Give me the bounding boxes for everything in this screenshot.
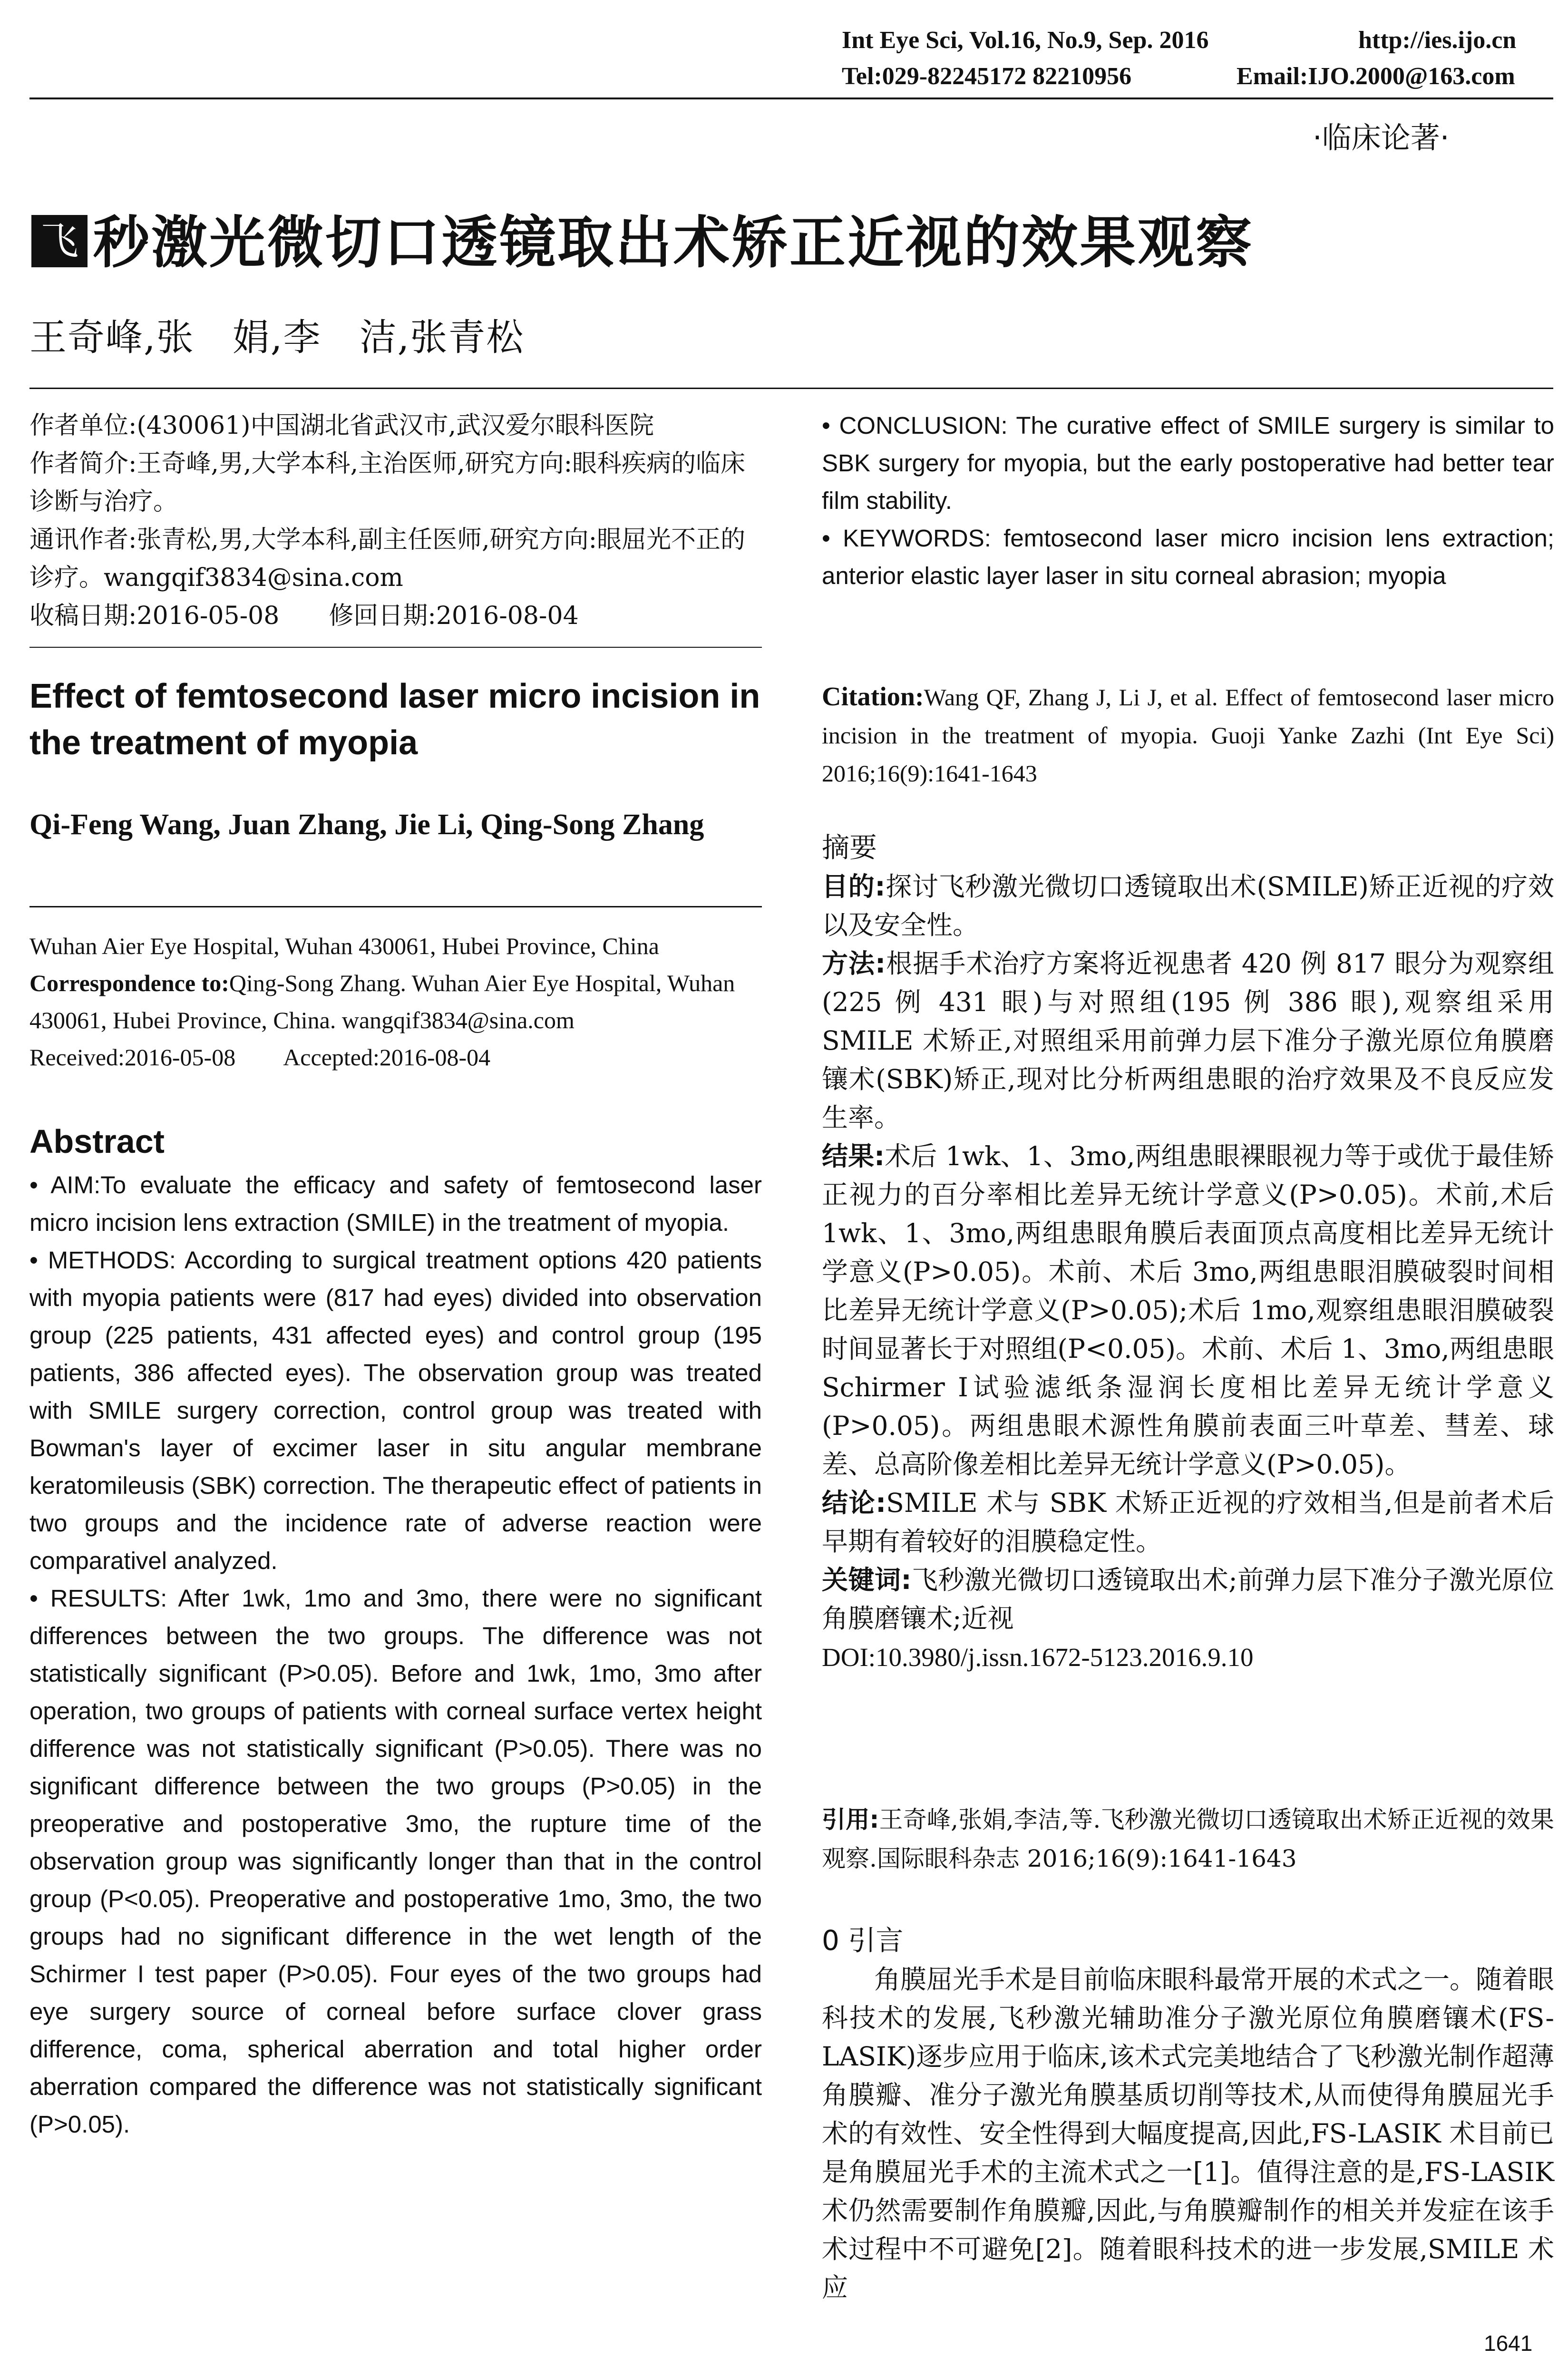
cn-citation-block [822, 1800, 1554, 1878]
cn-conclusion-text: SMILE 术与 SBK 术矫正近视的疗效相当,但是前者术后早期有着较好的泪膜稳定性。 [822, 1488, 1554, 1557]
chinese-title: 秒激光微切口透镜取出术矫正近视的效果观察 [93, 210, 1254, 275]
cn-keywords-label: 关键词: [822, 1565, 912, 1595]
abstract-results: • RESULTS: After 1wk, 1mo and 3mo, there were no significant differences between the two groups. The difference was not statistically significant (P>0.05). Before and 1wk, 1mo, 3mo after operation, two groups of patients with corneal surface vertex height difference was not statistically significant (P>0.05). There was no significant difference between the two groups (P>0.05) in the preoperative and postoperative 3mo, the rupture time of the observation group was significantly longer than that in the control group (P<0.05). Preoperative and postoperative 1mo, 3mo, the two groups had no significant difference in the wet length of the Schirmer I test paper (P>0.05). Four eyes of the two groups had eye surgery source of corneal before surface clover grass difference, coma, spherical aberration and total higher order aberration compared the difference was not statistically significant (P>0.05). [29, 1585, 762, 2138]
page-number: 1641 [1484, 2331, 1533, 2356]
cn-conclusion-label: 结论: [822, 1488, 886, 1518]
cn-aim-label: 目的: [822, 871, 886, 902]
authors-rule [29, 906, 762, 907]
citation-block [822, 678, 1554, 792]
cn-methods-label: 方法: [822, 948, 886, 979]
journal-email: Email:IJO.2000@163.com [1237, 63, 1515, 90]
cn-aim [822, 867, 1554, 945]
abstract-methods: • METHODS: According to surgical treatment options 420 patients with myopia patients were (817 had eyes) divided into observation group (225 patients, 431 affected eyes) and control group (195 patients, 386 affected eyes). The observation group was treated with SMILE surgery correction, control group was treated with Bowman's layer of excimer laser in situ angular membrane keratomileusis (SBK) correction. The therapeutic effect of patients in two groups and the incidence rate of adverse reaction were comparativel analyzed. [29, 1247, 762, 1574]
english-correspondence [29, 964, 762, 1039]
cn-results-text: 术后 1wk、1、3mo,两组患眼裸眼视力等于或优于最佳矫正视力的百分率相比差异无统计学意义(P>0.05)。术前,术后 1wk、1、3mo,两组患眼角膜后表面顶点高度相比差异无统计学意义(P>0.05)。术前、术后 3mo,两组患眼泪膜破裂时间相比差异无统计学意义(P>0.05);术后 1mo,观察组患眼泪膜破裂时间显著长于对照组(P<0.05)。术前、术后 1、3mo,两组患眼 Schirmer Ⅰ试验滤纸条湿润长度相比差异无统计学意义(P>0.05)。两组患眼术源性角膜前表面三叶草差、彗差、球差、总高阶像差相比差异无统计学意义(P>0.05)。 [822, 1141, 1554, 1480]
citation-text: Wang QF, Zhang J, Li J, et al. Effect of femtosecond laser micro incision in the treatment of myopia. Guoji Yanke Zazhi (Int Eye Sci) 2016;16(9):1641-1643 [822, 684, 1554, 787]
abstract-heading: Abstract [29, 1123, 165, 1160]
cn-keywords [822, 1561, 1554, 1638]
doi: DOI:10.3980/j.issn.1672-5123.2016.9.10 [822, 1643, 1254, 1672]
english-abstract-cont [822, 407, 1554, 594]
cn-keywords-text: 飞秒激光微切口透镜取出术;前弹力层下准分子激光原位角膜磨镶术;近视 [822, 1565, 1554, 1634]
cn-results-label: 结果: [822, 1141, 885, 1171]
english-authors: Qi-Feng Wang, Juan Zhang, Jie Li, Qing-Song Zhang [29, 809, 704, 841]
journal-line: Int Eye Sci, Vol.16, No.9, Sep. 2016 [842, 27, 1209, 54]
correspondence-text: Qing-Song Zhang. Wuhan Aier Eye Hospital, Wuhan 430061, Hubei Province, China. wangqif3834@sina.com [29, 970, 735, 1033]
header-rule [29, 97, 1553, 99]
corresponding-author: 通讯作者:张青松,男,大学本科,副主任医师,研究方向:眼屈光不正的诊疗。wangqif3834@sina.com [29, 526, 746, 592]
abstract-keywords: • KEYWORDS: femtosecond laser micro incision lens extraction; anterior elastic layer laser in situ corneal abrasion; myopia [822, 525, 1554, 589]
abstract-conclusion: • CONCLUSION: The curative effect of SMILE surgery is similar to SBK surgery for myopia, but the early postoperative had better tear film stability. [822, 412, 1554, 514]
cn-methods [822, 945, 1554, 1137]
citation-label: Citation: [822, 682, 924, 711]
english-received: Received:2016-05-08 Accepted:2016-08-04 [29, 1044, 491, 1071]
section-label: ·临床论著· [1313, 120, 1450, 155]
chinese-abstract-heading: 摘要 [822, 831, 877, 864]
intro-heading: 0 引言 [822, 1924, 904, 1957]
introduction [822, 1920, 1554, 2307]
english-affiliation: Wuhan Aier Eye Hospital, Wuhan 430061, Hubei Province, China [29, 933, 659, 959]
received-dates: 收稿日期:2016-05-08 修回日期:2016-08-04 [29, 602, 579, 630]
cn-methods-text: 根据手术治疗方案将近视患者 420 例 817 眼分为观察组(225 例 431 眼)与对照组(195 例 386 眼),观察组采用 SMILE 术矫正,对照组采用前弹力层下准分子激光原位角膜磨镶术(SBK)矫正,现对比分析两组患眼的治疗效果及不良反应发生率。 [822, 948, 1555, 1133]
author-bio: 作者简介:王奇峰,男,大学本科,主治医师,研究方向:眼科疾病的临床诊断与治疗。 [29, 449, 746, 516]
cn-aim-text: 探讨飞秒激光微切口透镜取出术(SMILE)矫正近视的疗效以及安全性。 [822, 871, 1554, 940]
correspondence-label: Correspondence to: [29, 970, 229, 996]
journal-url: http://ies.ijo.cn [1358, 27, 1517, 54]
intro-text: 角膜屈光手术是目前临床眼科最常开展的术式之一。随着眼科技术的发展,飞秒激光辅助准分子激光原位角膜磨镶术(FS-LASIK)逐步应用于临床,该术式完美地结合了飞秒激光制作超薄角膜瓣、准分子激光角膜基质切削等技术,从而使得角膜屈光手术的有效性、安全性得到大幅度提高,因此,FS-LASIK 术目前已是角膜屈光手术的主流术式之一[1]。值得注意的是,FS-LASIK 术仍然需要制作角膜瓣,因此,与角膜瓣制作的相关并发症在该手术过程中不可避免[2]。随着眼科技术的进一步发展,SMILE 术应 [822, 1964, 1555, 2303]
cn-cite-text: 王奇峰,张娟,李洁,等.飞秒激光微切口透镜取出术矫正近视的效果观察.国际眼科杂志 2016;16(9):1641-1643 [822, 1806, 1554, 1872]
abstract-aim: • AIM:To evaluate the efficacy and safety of femtosecond laser micro incision lens extraction (SMILE) in the treatment of myopia. [29, 1171, 762, 1236]
cn-conclusion [822, 1484, 1554, 1561]
author-unit: 作者单位:(430061)中国湖北省武汉市,武汉爱尔眼科医院 [29, 411, 654, 440]
english-abstract [29, 1166, 762, 2143]
title-mark: 飞 [31, 215, 88, 267]
cn-results [822, 1137, 1554, 1484]
english-title: Effect of femtosecond laser micro incision in the treatment of myopia [29, 677, 760, 762]
info-rule [29, 647, 762, 648]
cn-cite-label: 引用: [822, 1806, 879, 1833]
author-info [29, 407, 762, 635]
journal-tel: Tel:029-82245172 82210956 [842, 63, 1132, 90]
chinese-abstract [822, 828, 1554, 1676]
chinese-authors: 王奇峰,张 娟,李 洁,张青松 [29, 316, 525, 359]
affiliation-block [29, 927, 762, 1076]
title-rule [29, 388, 1553, 389]
